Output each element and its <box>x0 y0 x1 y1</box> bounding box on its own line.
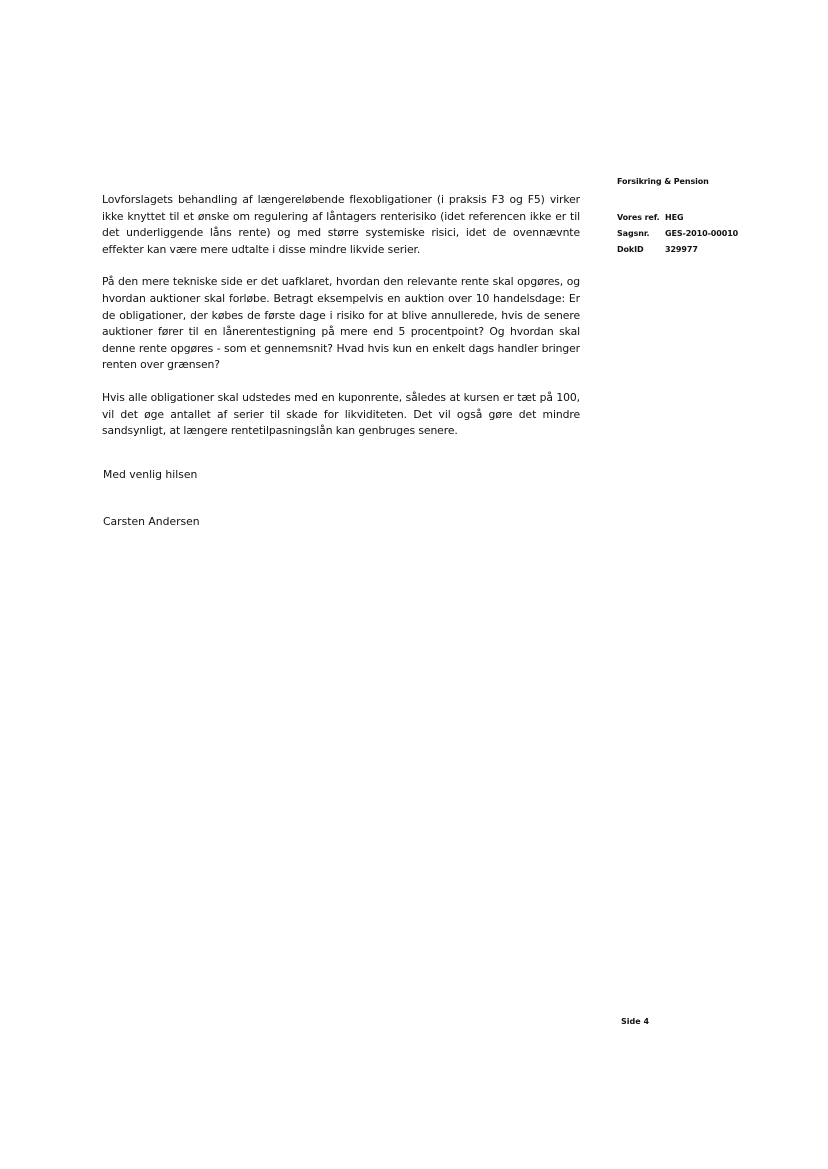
body-paragraph: Lovforslagets behandling af længereløbende flexobligationer (i praksis F3 og F5) virker ikke knyttet til et ønske om regulering af låntagers renterisiko (idet referencen ikke er til det underliggende låns rente) og med større systemiske risici, idet de ovennævnte effekter kan være mere udtalte i disse mindre likvide serier. <box>102 193 580 256</box>
ref-value: 329977 <box>665 245 698 254</box>
body-paragraph: Hvis alle obligationer skal udstedes med en kuponrente, således at kursen er tæt på 100, vil det øge antallet af serier til skade for likviditeten. Det vil også gøre det mindre sandsynligt, at længere rentetilpasningslån kan genbruges senere. <box>102 390 580 438</box>
page-number: Side 4 <box>621 1017 650 1026</box>
ref-value: GES-2010-00010 <box>665 229 739 238</box>
letter-body <box>102 192 580 456</box>
closing-greeting: Med venlig hilsen <box>103 468 198 481</box>
reference-block <box>617 177 807 258</box>
ref-row-our-ref <box>617 210 807 226</box>
ref-value: HEG <box>665 213 684 222</box>
ref-label: Sagsnr. <box>617 229 650 238</box>
ref-row-case-number <box>617 226 807 242</box>
ref-row-doc-id <box>617 242 807 258</box>
ref-label: DokID <box>617 245 644 254</box>
organization-name: Forsikring & Pension <box>617 177 709 186</box>
signature-name: Carsten Andersen <box>103 515 200 528</box>
ref-label: Vores ref. <box>617 213 660 222</box>
body-paragraph: På den mere tekniske side er det uafklaret, hvordan den relevante rente skal opgøres, og hvordan auktioner skal forløbe. Betragt eksempelvis en auktion over 10 handelsdage: Er de obligationer, der købes de første dage i risiko for at blive annullerede, hvis de senere auktioner fører til en lånerentestigning på mere end 5 procentpoint? Og hvordan skal denne rente opgøres - som et gennemsnit? Hvad hvis kun en enkelt dags handler bringer renten over grænsen? <box>102 275 580 372</box>
